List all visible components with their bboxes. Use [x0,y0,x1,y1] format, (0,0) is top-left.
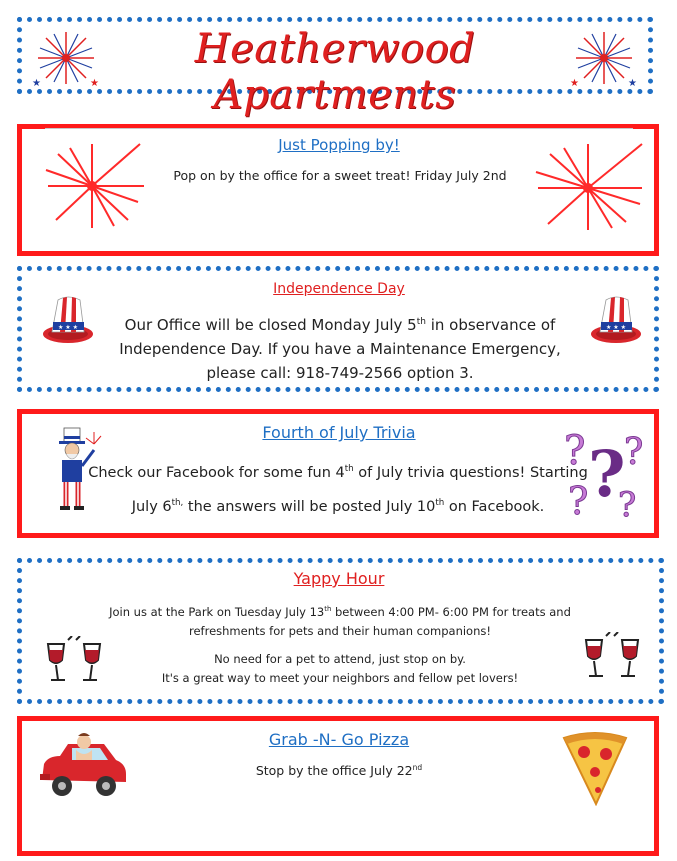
section-heading: Fourth of July Trivia [262,423,416,442]
divider [45,128,633,129]
uncle-sam-hat-icon [588,292,644,346]
question-marks-icon [562,422,658,520]
svg-text:?: ? [588,437,626,512]
section-text: Join us at the Park on Tuesday July 13th between 4:00 PM- 6:00 PM for treats and refreshments for pets and their human companions! No need for a pet to attend, just stop on by. It's a great way to meet your neighbors and fellow pet lovers! [109,604,571,685]
fireworks-icon [28,28,104,88]
svg-text:★: ★ [628,78,637,88]
svg-text:★ ★ ★: ★ ★ ★ [606,324,626,331]
section-heading: Just Popping by! [278,136,400,154]
svg-text:★: ★ [32,78,41,88]
firework-burst-icon [40,140,150,232]
pizza-slice-icon [560,730,630,806]
section-heading: Independence Day [273,281,405,297]
svg-text:★ ★ ★: ★ ★ ★ [58,324,78,331]
wine-glasses-icon [578,632,646,686]
section-text: Our Office will be closed Monday July 5th in observance of Independence Day. If you have a Maintenance Emergency, please call: 918-749-2566 option 3. [119,316,561,382]
svg-text:?: ? [568,479,589,520]
page-title: Heatherwood Apartments [194,26,476,118]
svg-text:?: ? [618,485,637,520]
svg-text:?: ? [564,428,586,474]
section-text: Pop on by the office for a sweet treat! Friday July 2nd [173,168,507,183]
section-heading: Grab -N- Go Pizza [268,730,410,749]
wine-glasses-icon [40,636,108,690]
section-text: Check our Facebook for some fun 4th of July trivia questions! Starting July $6^{th,}$ the answers will be posted July 10th on Facebook. [88,464,588,515]
firework-burst-icon [530,140,648,232]
section-text: Stop by the office July 22nd [255,763,423,779]
car-icon [38,728,128,804]
uncle-sam-hat-icon [40,292,96,346]
svg-text:★: ★ [570,78,579,88]
svg-text:?: ? [624,432,644,473]
fireworks-icon [566,28,642,88]
section-heading: Yappy Hour [293,569,385,588]
svg-text:★: ★ [90,78,99,88]
